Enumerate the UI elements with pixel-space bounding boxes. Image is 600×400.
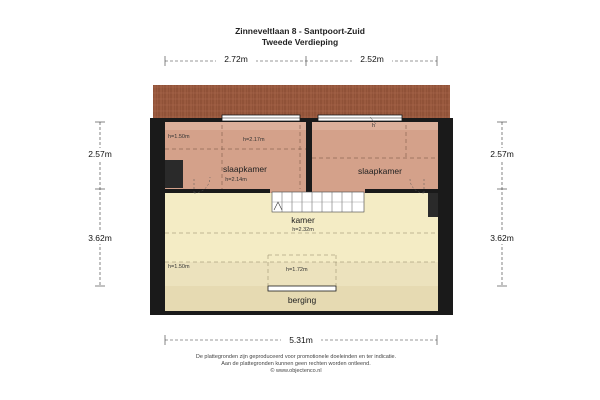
- room-height-slaapkamer-left: h=2.14m: [225, 177, 247, 183]
- dimension-bottom: 5.31m: [289, 335, 313, 345]
- kamer-low-area: [165, 262, 438, 286]
- slope-strip-left: [165, 122, 306, 130]
- slaapkamer-right-area: [312, 122, 438, 193]
- room-height-kamer: h=2.32m: [292, 227, 314, 233]
- dimension-top-left: 2.72m: [224, 54, 248, 64]
- dimension-top-right: 2.52m: [360, 54, 384, 64]
- dimension-left-lower: 3.62m: [88, 233, 112, 243]
- footer-disclaimer-1: De plattegronden zijn geproduceerd voor promotionele doeleinden en ter indicatie.: [195, 354, 397, 360]
- right-dimension-lines: [497, 122, 507, 286]
- dimension-right-upper: 2.57m: [490, 149, 514, 159]
- dimension-left-upper: 2.57m: [88, 149, 112, 159]
- chimney-right: [428, 193, 438, 217]
- left-dimension-lines: [95, 122, 105, 286]
- room-label-berging: berging: [287, 295, 317, 305]
- staircase: [272, 192, 364, 212]
- footer-disclaimer-2: Aan de plattegronden kunnen geen rechten worden ontleend.: [221, 361, 371, 367]
- height-note-left-low: h=1.50m: [168, 134, 190, 140]
- top-dimension-lines: [165, 56, 437, 66]
- plan-address: Zinneveltlaan 8 - Santpoort-Zuid: [235, 26, 365, 36]
- interior-wall-right: [365, 189, 438, 193]
- roof-overhang: [153, 85, 450, 118]
- window-bottom: [268, 286, 336, 291]
- height-note-left-high: h=2.17m: [243, 137, 265, 143]
- interior-wall-vertical: [306, 118, 312, 193]
- room-label-slaapkamer-left: slaapkamer: [223, 164, 267, 174]
- room-label-slaapkamer-right: slaapkamer: [358, 166, 402, 176]
- height-note-right-marker: h: [372, 123, 376, 129]
- height-note-kamer-mid: h=1.72m: [286, 267, 308, 273]
- plan-floor-name: Tweede Verdieping: [261, 37, 339, 47]
- interior-wall-left: [165, 189, 270, 193]
- chimney-left: [165, 160, 183, 188]
- footer-copyright: © www.objectenco.nl: [270, 368, 322, 374]
- room-label-kamer: kamer: [291, 215, 315, 225]
- height-note-kamer-low: h=1.50m: [168, 264, 190, 270]
- dimension-right-lower: 3.62m: [490, 233, 514, 243]
